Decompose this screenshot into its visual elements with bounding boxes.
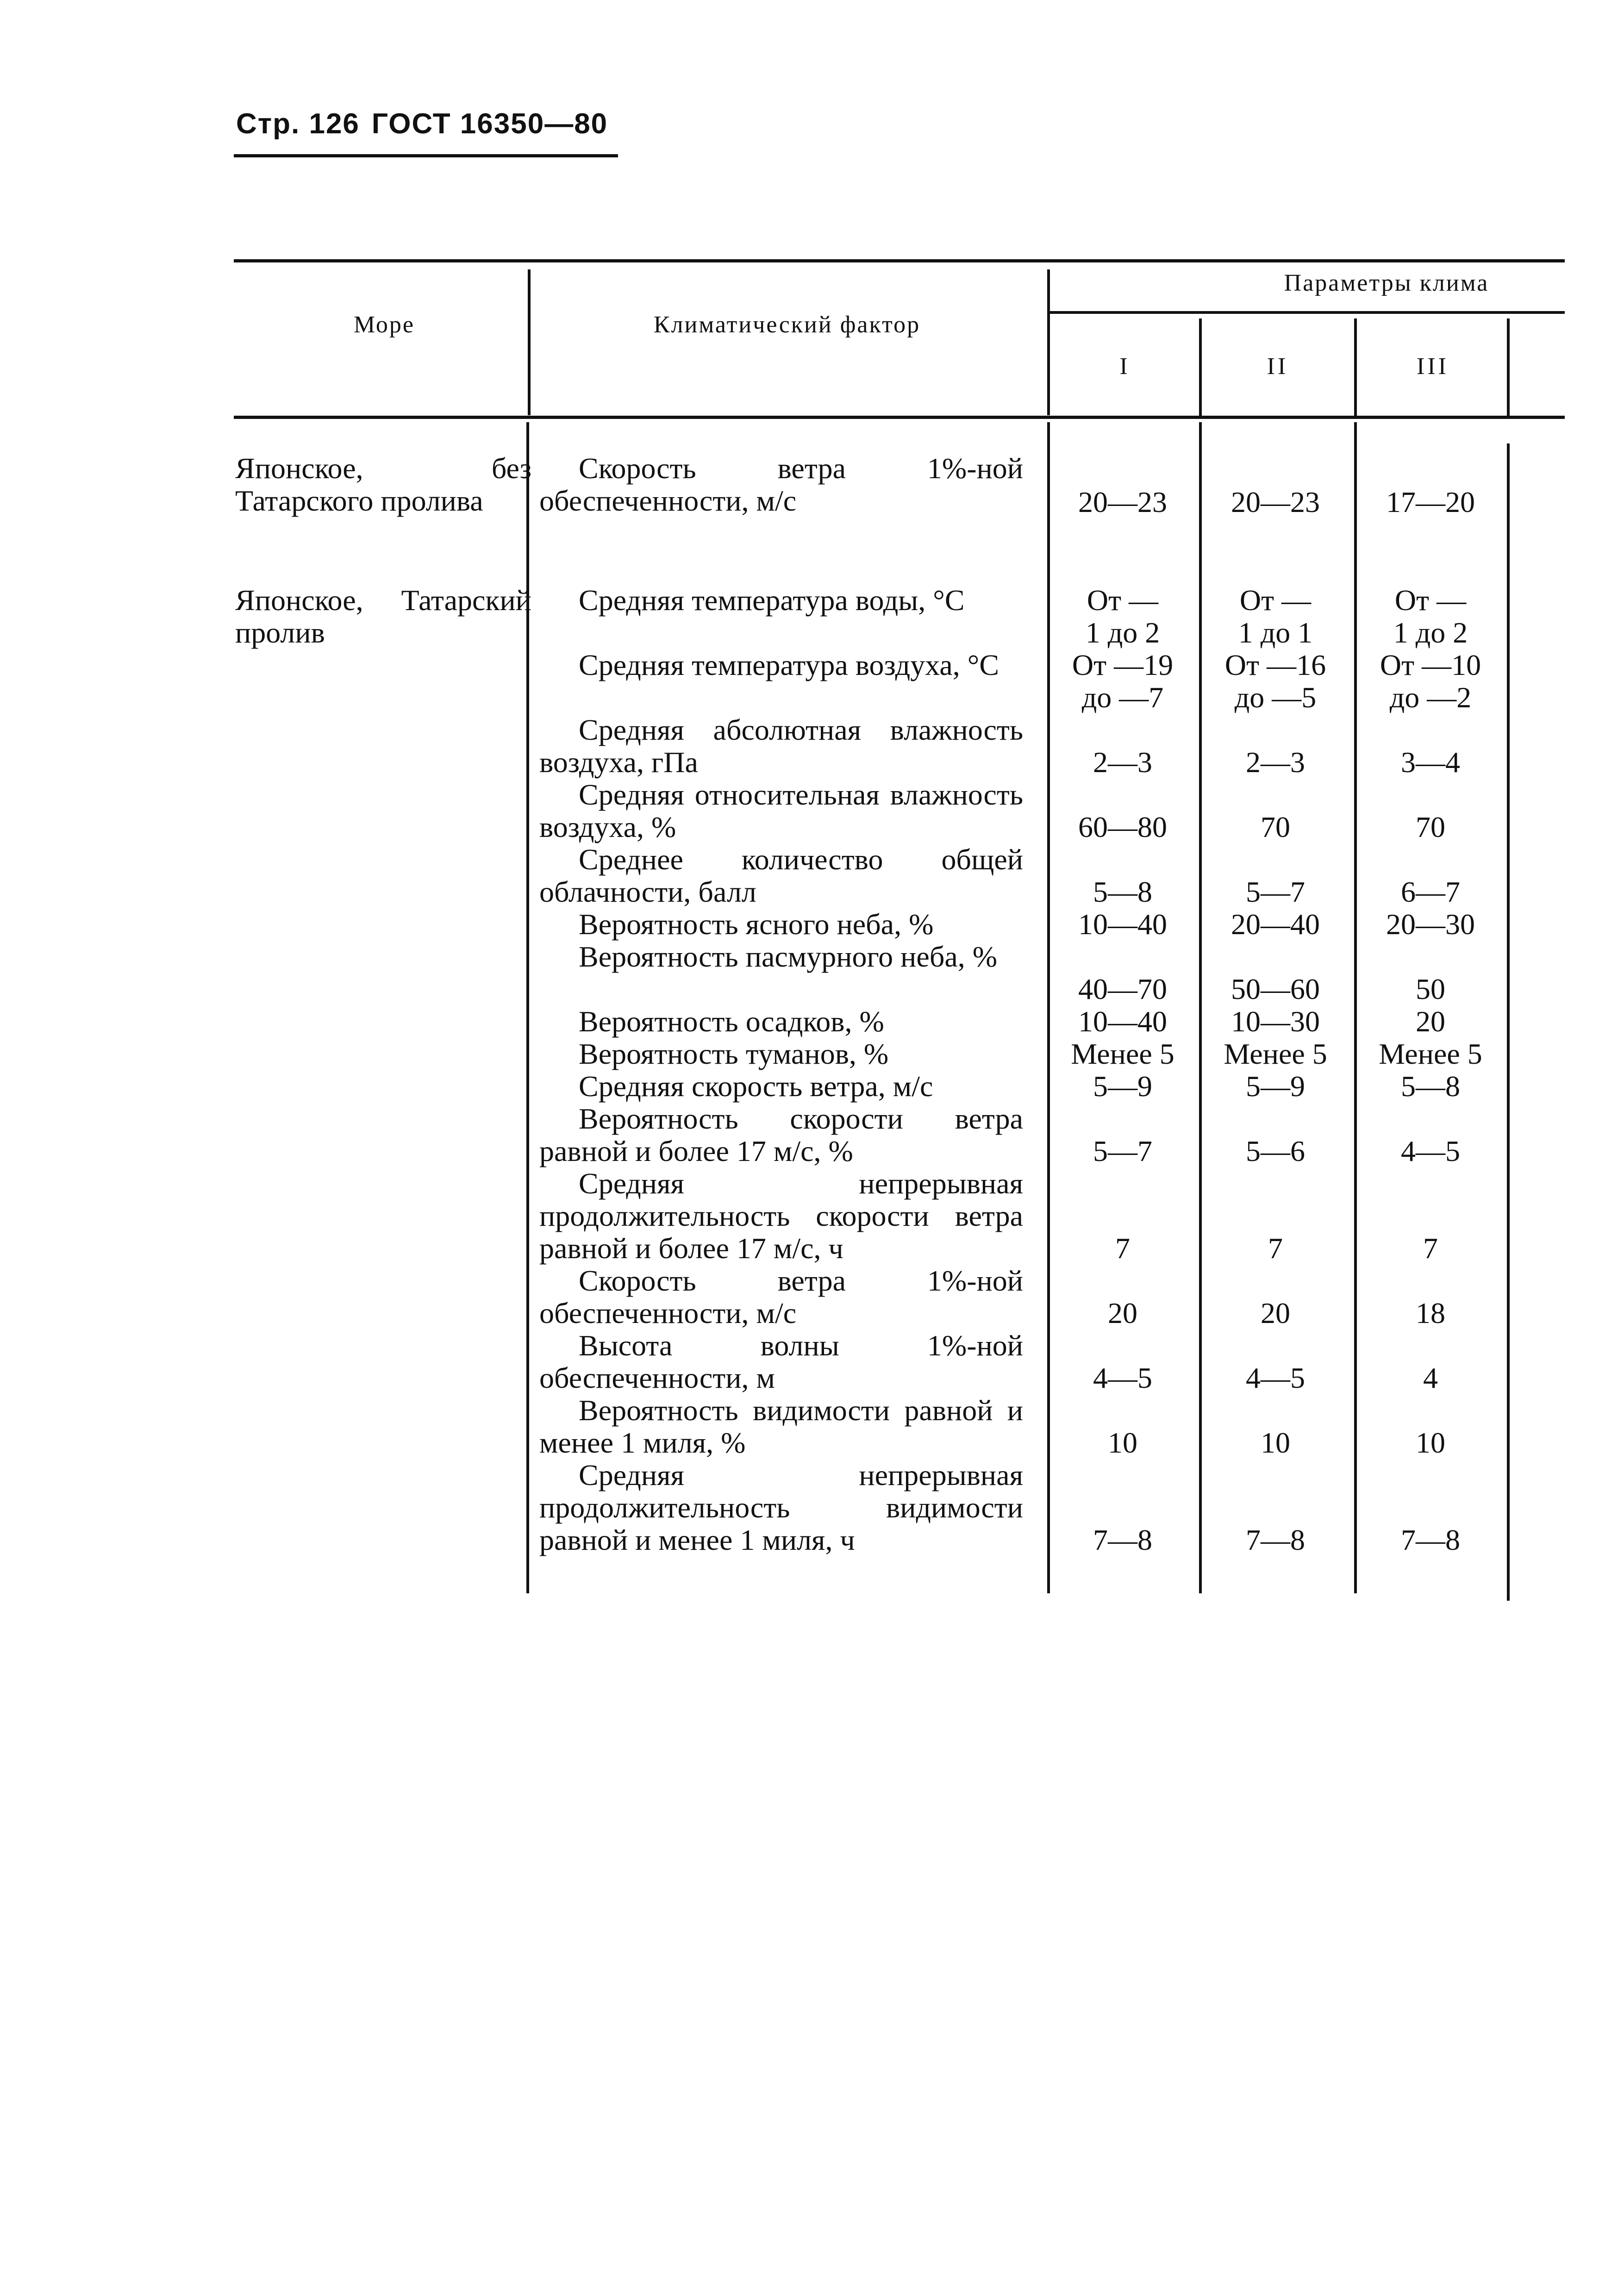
page-header <box>236 107 608 140</box>
value-col-1: 10—40 <box>1078 908 1167 941</box>
value-col-2: Менее 5 <box>1224 1037 1327 1070</box>
value-col-2: 4—5 <box>1246 1361 1305 1394</box>
value-col-3: От —10 до —2 <box>1380 649 1481 714</box>
value-col-1: 7 <box>1115 1232 1130 1265</box>
value-col-2: 2—3 <box>1246 746 1305 779</box>
value-col-3: 17—20 <box>1386 486 1475 518</box>
header-rule <box>234 154 618 157</box>
table-vrule-header-1 <box>528 269 531 415</box>
factor-label: Вероятность скорости ветра равной и более 17 м/с, % <box>539 1102 1023 1167</box>
header-col-1: I <box>1119 353 1131 380</box>
value-col-1: 2—3 <box>1093 746 1152 779</box>
factor-label: Средняя температура воздуха, °С <box>579 649 999 681</box>
value-col-1: 10 <box>1108 1426 1137 1459</box>
factor-label: Средняя относительная влажность воздуха, % <box>539 778 1023 843</box>
value-col-1: 10—40 <box>1078 1005 1167 1038</box>
factor-label: Скорость ветра 1%-ной обеспеченности, м/с <box>539 452 1023 517</box>
factor-label: Высота волны 1%-ной обеспеченности, м <box>539 1329 1023 1394</box>
table-vrule-body-5 <box>1507 443 1510 1601</box>
value-col-3: 20 <box>1416 1005 1445 1038</box>
value-col-1: 5—7 <box>1093 1135 1152 1167</box>
factor-label: Вероятность ясного неба, % <box>579 908 934 941</box>
factor-label: Средняя непрерывная продолжительность видимости равной и менее 1 миля, ч <box>539 1459 1023 1556</box>
table-top-rule <box>234 259 1565 262</box>
factor-label: Вероятность туманов, % <box>579 1037 889 1070</box>
table-vrule-header-2 <box>1047 269 1050 415</box>
value-col-1: 20 <box>1108 1297 1137 1329</box>
standard-number: ГОСТ 16350—80 <box>371 108 608 140</box>
value-col-2: 20 <box>1261 1297 1290 1329</box>
value-col-1: От —19 до —7 <box>1072 649 1174 714</box>
value-col-2: 20—23 <box>1231 486 1320 518</box>
value-col-2: 10—30 <box>1231 1005 1320 1038</box>
factor-label: Вероятность осадков, % <box>579 1005 884 1038</box>
value-col-2: 7—8 <box>1246 1523 1305 1556</box>
value-col-3: Менее 5 <box>1379 1037 1482 1070</box>
value-col-2: От —16 до —5 <box>1224 649 1326 714</box>
value-col-2: 5—6 <box>1246 1135 1305 1167</box>
value-col-3: 5—8 <box>1401 1070 1460 1103</box>
value-col-2: 7 <box>1268 1232 1283 1265</box>
value-col-1: 5—8 <box>1093 875 1152 908</box>
header-col-3: III <box>1417 353 1449 380</box>
factor-label: Средняя температура воды, °С <box>579 584 965 617</box>
header-sea: Море <box>353 312 415 338</box>
value-col-1: 20—23 <box>1078 486 1167 518</box>
sea-name: Японское, без Татарского пролива <box>235 452 531 517</box>
value-col-2: От —1 до 1 <box>1238 584 1313 649</box>
value-col-3: 50 <box>1416 973 1445 1005</box>
header-params: Параметры клима <box>1284 270 1489 296</box>
page-label: Стр. 126 <box>236 108 360 140</box>
sea-name: Японское, Татарский пролив <box>235 584 531 649</box>
value-col-2: 5—7 <box>1246 875 1305 908</box>
value-col-3: 7 <box>1423 1232 1438 1265</box>
value-col-3: 18 <box>1416 1297 1445 1329</box>
factor-label: Среднее количество общей облачности, балл <box>539 843 1023 908</box>
factor-label: Скорость ветра 1%-ной обеспеченности, м/с <box>539 1264 1023 1329</box>
value-col-3: 3—4 <box>1401 746 1460 779</box>
value-col-1: 40—70 <box>1078 973 1167 1005</box>
value-col-3: 7—8 <box>1401 1523 1460 1556</box>
params-sub-rule <box>1049 311 1565 314</box>
value-col-3: 6—7 <box>1401 875 1460 908</box>
value-col-3: От —1 до 2 <box>1393 584 1468 649</box>
factor-label: Средняя скорость ветра, м/с <box>579 1070 933 1103</box>
value-col-1: От —1 до 2 <box>1085 584 1160 649</box>
table-vrule-header-3 <box>1199 318 1202 416</box>
value-col-1: 5—9 <box>1093 1070 1152 1103</box>
header-col-2: II <box>1267 353 1289 380</box>
factor-label: Вероятность пасмурного неба, % <box>579 940 998 973</box>
value-col-2: 50—60 <box>1231 973 1320 1005</box>
value-col-1: 60—80 <box>1078 811 1167 843</box>
value-col-2: 70 <box>1261 811 1290 843</box>
factor-label: Средняя абсолютная влажность воздуха, гПа <box>539 713 1023 779</box>
value-col-1: 4—5 <box>1093 1361 1152 1394</box>
value-col-2: 20—40 <box>1231 908 1320 941</box>
value-col-1: Менее 5 <box>1071 1037 1174 1070</box>
factor-label: Вероятность видимости равной и менее 1 миля, % <box>539 1394 1023 1459</box>
value-col-2: 5—9 <box>1246 1070 1305 1103</box>
table-header-bottom-rule <box>234 416 1565 419</box>
value-col-3: 4—5 <box>1401 1135 1460 1167</box>
value-col-3: 10 <box>1416 1426 1445 1459</box>
header-factor: Климатический фактор <box>653 312 921 338</box>
table-vrule-header-5 <box>1507 318 1510 416</box>
value-col-3: 20—30 <box>1386 908 1475 941</box>
factor-label: Средняя непрерывная продолжительность скорости ветра равной и более 17 м/с, ч <box>539 1167 1023 1265</box>
value-col-3: 4 <box>1423 1361 1438 1394</box>
value-col-1: 7—8 <box>1093 1523 1152 1556</box>
table-vrule-header-4 <box>1354 318 1357 416</box>
value-col-2: 10 <box>1261 1426 1290 1459</box>
value-col-3: 70 <box>1416 811 1445 843</box>
